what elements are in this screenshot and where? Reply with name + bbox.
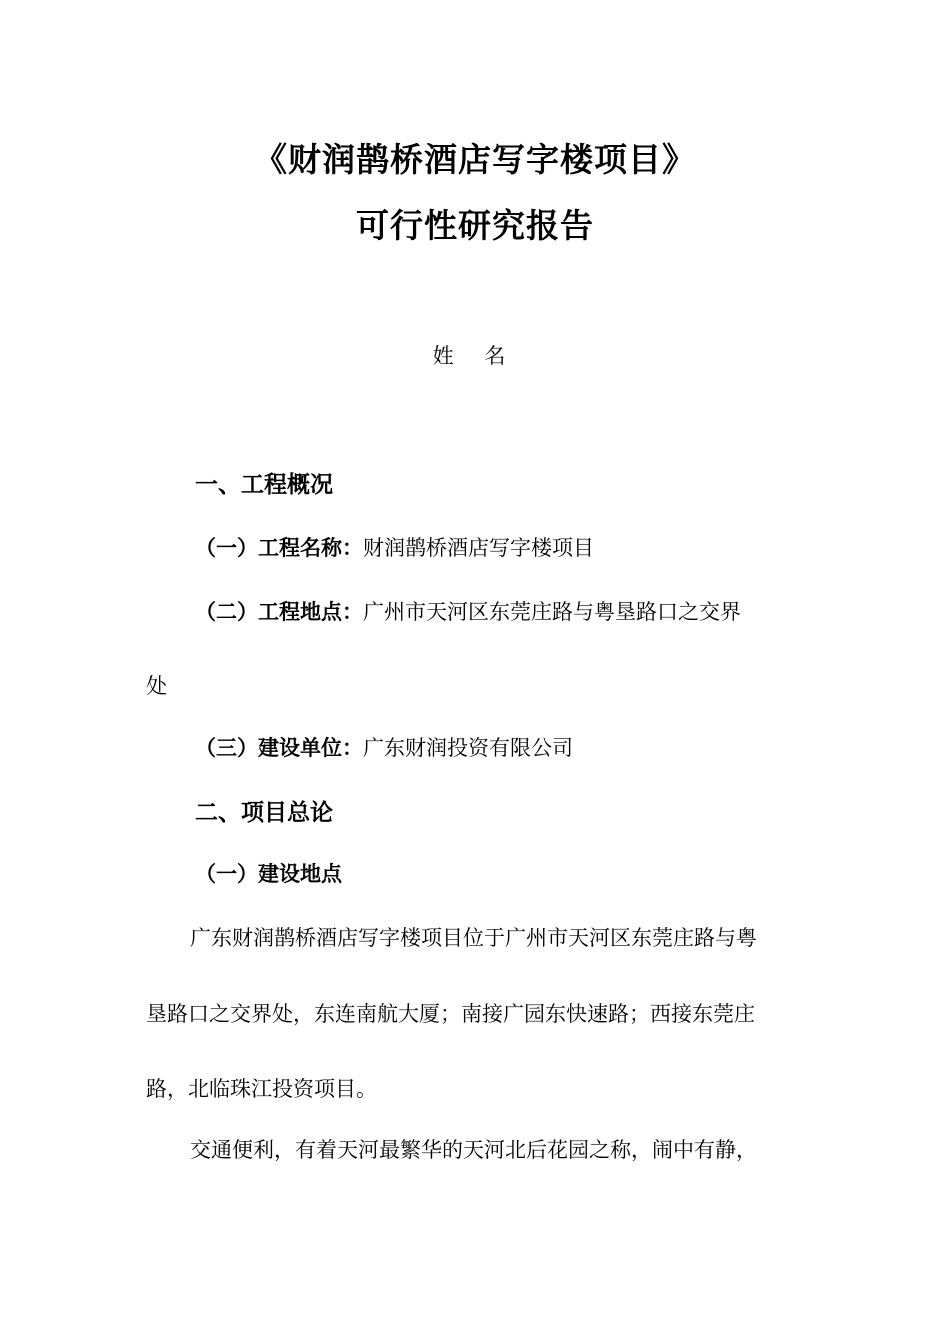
builder-label: （三）建设单位：	[195, 736, 363, 760]
project-name-item	[195, 532, 594, 562]
paragraph-2-line-1: 交通便利，有着天河最繁华的天河北后花园之称，闹中有静，	[190, 1138, 757, 1162]
project-location-item	[195, 596, 741, 626]
section-2-heading: 二、项目总论	[195, 800, 333, 826]
project-name-label: （一）工程名称：	[195, 536, 363, 560]
project-name-value: 财润鹊桥酒店写字楼项目	[363, 536, 594, 560]
project-location-value: 广州市天河区东莞庄路与粤垦路口之交界	[363, 600, 741, 624]
paragraph-1-line-3: 路，北临珠江投资项目。	[146, 1077, 377, 1101]
author-name: 姓 名	[432, 344, 518, 368]
builder-value: 广东财润投资有限公司	[363, 736, 573, 760]
section-2-sub-heading: （一）建设地点	[195, 862, 342, 886]
paragraph-1-line-1: 广东财润鹊桥酒店写字楼项目位于广州市天河区东莞庄路与粤	[190, 926, 757, 950]
project-location-value-continued: 处	[146, 674, 167, 698]
paragraph-1-line-2: 垦路口之交界处，东连南航大厦；南接广园东快速路；西接东莞庄	[146, 1002, 755, 1026]
section-1-heading: 一、工程概况	[195, 472, 333, 498]
project-location-label: （二）工程地点：	[195, 600, 363, 624]
document-title-line-1: 《财润鹊桥酒店写字楼项目》	[254, 140, 696, 179]
document-title-line-2: 可行性研究报告	[356, 206, 594, 245]
builder-item	[195, 732, 573, 762]
